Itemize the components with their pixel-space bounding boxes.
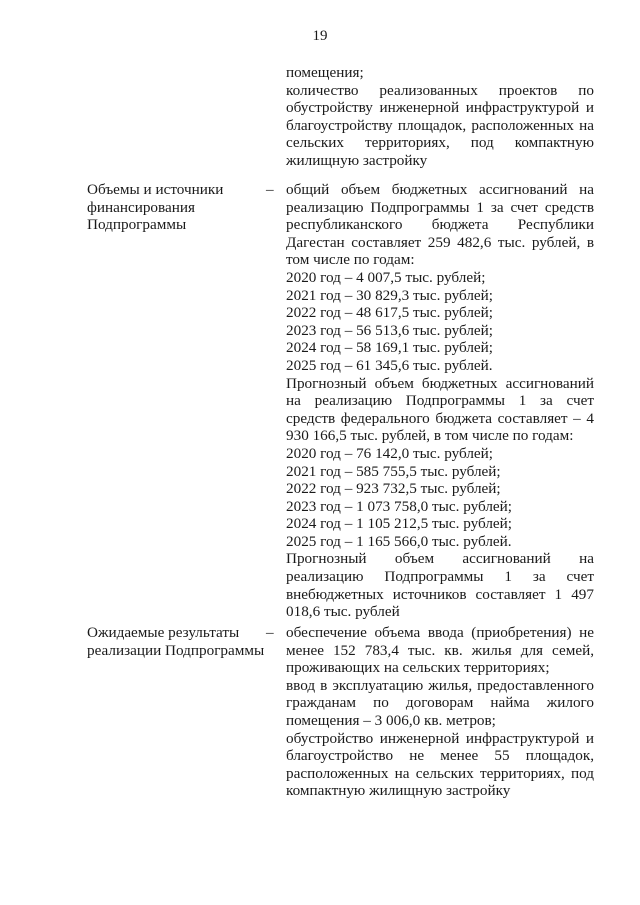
results-label: Ожидаемые результаты реализации Подпрограммы	[87, 624, 265, 659]
result-item: обеспечение объема ввода (приобретения) не менее 152 783,4 тыс. кв. жилья для семей, проживающих на сельских территориях;	[286, 624, 594, 677]
continuation-block	[286, 64, 594, 170]
federal-year-item: 2022 год – 923 732,5 тыс. рублей;	[286, 480, 501, 498]
offbudget-paragraph: Прогнозный объем ассигнований на реализацию Подпрограммы 1 за счет внебюджетных источников составляет 1 497 018,6 тыс. рублей	[286, 550, 594, 621]
regional-year-item: 2020 год – 4 007,5 тыс. рублей;	[286, 268, 486, 286]
page-number: 19	[312, 28, 328, 44]
funding-content	[286, 181, 594, 621]
federal-year-item: 2025 год – 1 165 566,0 тыс. рублей.	[286, 532, 512, 550]
regional-budget-intro: общий объем бюджетных ассигнований на реализацию Подпрограммы 1 за счет средств республиканского бюджета Республики Дагестан составляет 259 482,6 тыс. рублей, в том числе по годам:	[286, 181, 594, 269]
federal-year-item: 2020 год – 76 142,0 тыс. рублей;	[286, 444, 494, 462]
federal-year-item: 2024 год – 1 105 212,5 тыс. рублей;	[286, 515, 513, 533]
results-content	[286, 624, 594, 800]
result-item: ввод в эксплуатацию жилья, предоставленного гражданам по договорам найма жилого помещения – 3 006,0 кв. метров;	[286, 676, 594, 729]
federal-budget-intro: Прогнозный объем бюджетных ассигнований на реализацию Подпрограммы 1 за счет средств федерального бюджета составляет – 4 930 166,5 тыс. рублей, в том числе по годам:	[286, 374, 594, 445]
funding-label: Объемы и источники финансирования Подпрограммы	[87, 181, 224, 234]
federal-year-item: 2023 год – 1 073 758,0 тыс. рублей;	[286, 497, 513, 515]
regional-year-item: 2025 год – 61 345,6 тыс. рублей.	[286, 356, 493, 374]
result-item: обустройство инженерной инфраструктурой и благоустройство не менее 55 площадок, расположенных на сельских территориях, под компактную жилищную застройку	[286, 729, 594, 800]
regional-year-item: 2024 год – 58 169,1 тыс. рублей;	[286, 339, 494, 357]
funding-dash: –	[266, 181, 274, 198]
regional-year-item: 2021 год – 30 829,3 тыс. рублей;	[286, 286, 494, 304]
regional-year-item: 2022 год – 48 617,5 тыс. рублей;	[286, 304, 494, 322]
federal-year-item: 2021 год – 585 755,5 тыс. рублей;	[286, 462, 501, 480]
results-dash: –	[266, 624, 274, 641]
continuation-line: помещения;	[286, 64, 364, 81]
regional-year-item: 2023 год – 56 513,6 тыс. рублей;	[286, 321, 494, 339]
continuation-paragraph: количество реализованных проектов по обустройству инженерной инфраструктурой и благоустройству площадок, расположенных на сельских территориях, под компактную жилищную застройку	[286, 81, 594, 169]
